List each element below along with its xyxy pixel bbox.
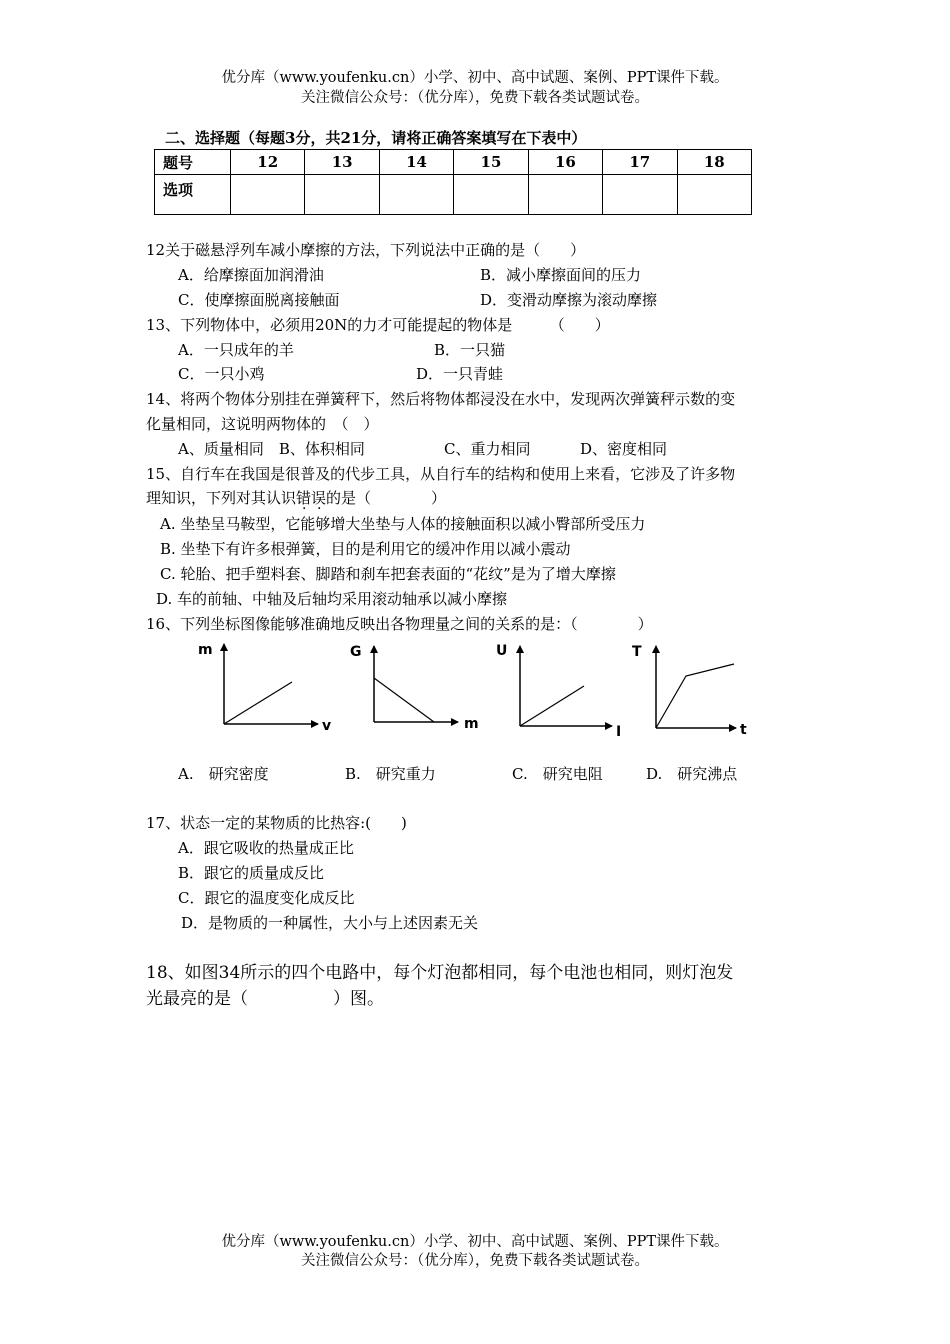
answer-cell[interactable] <box>528 175 602 215</box>
plot-line <box>520 686 584 726</box>
q13-stem: 13、下列物体中，必须用20N的力才可能提起的物体是 （ ） <box>146 316 610 334</box>
graph-c-caption: C. 研究电阻 <box>512 765 603 783</box>
answer-table-answer-row <box>155 175 752 215</box>
q13-option-d: D．一只青蛙 <box>416 365 504 383</box>
question-number-cell: 16 <box>528 150 602 175</box>
answer-cell[interactable] <box>231 175 305 215</box>
question-number-cell: 13 <box>305 150 379 175</box>
question-number-cell: 15 <box>454 150 528 175</box>
y-axis-label: m <box>198 642 213 658</box>
q12-stem: 12关于磁悬浮列车减小摩擦的方法，下列说法中正确的是（ ） <box>146 241 586 259</box>
footer-line-2: 关注微信公众号：（优分库），免费下载各类试题试卷。 <box>301 1253 649 1269</box>
answer-table <box>154 149 752 215</box>
question-number-cell: 14 <box>379 150 453 175</box>
q12-option-b: B．减小摩擦面间的压力 <box>480 266 642 284</box>
header-line-1: 优分库（www.youfenku.cn）小学、初中、高中试题、案例、PPT课件下载。 <box>221 70 729 86</box>
x-axis-label: I <box>616 724 622 740</box>
header-line-2: 关注微信公众号：（优分库），免费下载各类试题试卷。 <box>301 90 649 106</box>
q15-option-c: C. 轮胎、把手塑料套、脚踏和刹车把套表面的“花纹”是为了增大摩擦 <box>160 565 616 583</box>
plot-line <box>374 678 434 722</box>
y-axis-label: U <box>496 643 508 659</box>
q15-option-d: D. 车的前轴、中轴及后轴均采用滚动轴承以减小摩擦 <box>156 590 508 608</box>
q14-stem-line-1: 14、将两个物体分别挂在弹簧秤下，然后将物体都浸没在水中，发现两次弹簧秤示数的变 <box>146 390 736 408</box>
x-axis-label: v <box>322 718 332 734</box>
q17-stem: 17、状态一定的某物质的比热容:( ) <box>146 814 407 832</box>
q12-option-d: D．变滑动摩擦为滚动摩擦 <box>480 291 658 309</box>
q15-stem-line-1: 15、自行车在我国是很普及的代步工具，从自行车的结构和使用上来看，它涉及了许多物 <box>146 465 736 483</box>
graph-b-caption: B. 研究重力 <box>345 765 436 783</box>
q18-stem-line-2: 光最亮的是（ ）图。 <box>146 989 384 1009</box>
q15-option-a: A. 坐垫呈马鞍型，它能够增大坐垫与人体的接触面积以减小臀部所受压力 <box>160 515 646 533</box>
q16-stem: 16、下列坐标图像能够准确地反映出各物理量之间的关系的是：（ ） <box>146 615 653 633</box>
graph-a-caption: A. 研究密度 <box>178 765 269 783</box>
q15-option-b: B. 坐垫下有许多根弹簧，目的是利用它的缓冲作用以减小震动 <box>160 540 571 558</box>
q13-option-b: B．一只猫 <box>434 341 506 359</box>
q18-stem-line-1: 18、如图34所示的四个电路中，每个灯泡都相同，每个电池也相同，则灯泡发 <box>146 963 734 983</box>
q17-option-c: C．跟它的温度变化成反比 <box>178 889 355 907</box>
graph-b <box>350 644 479 732</box>
q17-option-b: B．跟它的质量成反比 <box>178 864 325 882</box>
answer-cell[interactable] <box>305 175 379 215</box>
q17-option-d: D．是物质的一种属性，大小与上述因素无关 <box>181 914 479 932</box>
emphasis-dot-char: 错 <box>296 489 312 507</box>
q14-options-ab: A、质量相同 B、体积相同 <box>178 440 365 458</box>
graph-d <box>632 644 747 738</box>
row-label-number: 题号 <box>155 150 231 175</box>
q15-stem-pre: 理知识，下列对其认识 <box>146 489 297 507</box>
question-number-cell: 12 <box>231 150 305 175</box>
q17-option-a: A．跟它吸收的热量成正比 <box>178 839 354 857</box>
plot-line <box>656 664 734 728</box>
section-title: 二、选择题（每题3分，共21分，请将正确答案填写在下表中） <box>165 129 587 147</box>
answer-cell[interactable] <box>454 175 528 215</box>
graph-d-caption: D. 研究沸点 <box>646 765 738 783</box>
answer-table-header-row <box>155 150 752 175</box>
q14-option-d: D、密度相同 <box>580 440 668 458</box>
x-axis-label: m <box>464 716 479 732</box>
emphasis-dot-char: 误 <box>311 489 327 507</box>
q14-option-c: C、重力相同 <box>444 440 531 458</box>
answer-cell[interactable] <box>379 175 453 215</box>
answer-cell[interactable] <box>603 175 677 215</box>
q15-stem-post: 的是（ ） <box>326 489 447 507</box>
q12-option-c: C．使摩擦面脱离接触面 <box>178 291 340 309</box>
row-label-answer: 选项 <box>155 175 231 215</box>
plot-line <box>224 682 292 724</box>
answer-cell[interactable] <box>677 175 751 215</box>
question-number-cell: 18 <box>677 150 751 175</box>
q14-stem-line-2: 化量相同，这说明两物体的 （ ） <box>146 415 379 433</box>
question-number-cell: 17 <box>603 150 677 175</box>
q13-option-a: A．一只成年的羊 <box>178 341 294 359</box>
graph-c <box>496 643 621 740</box>
q15-stem-line-2 <box>146 487 446 508</box>
q16-graphs <box>190 636 750 746</box>
y-axis-label: T <box>632 644 642 660</box>
footer-line-1: 优分库（www.youfenku.cn）小学、初中、高中试题、案例、PPT课件下载。 <box>221 1234 729 1250</box>
y-axis-label: G <box>350 644 362 660</box>
x-axis-label: t <box>740 722 747 738</box>
q13-option-c: C．一只小鸡 <box>178 365 265 383</box>
graph-a <box>198 642 331 734</box>
q12-option-a: A．给摩擦面加润滑油 <box>178 266 324 284</box>
